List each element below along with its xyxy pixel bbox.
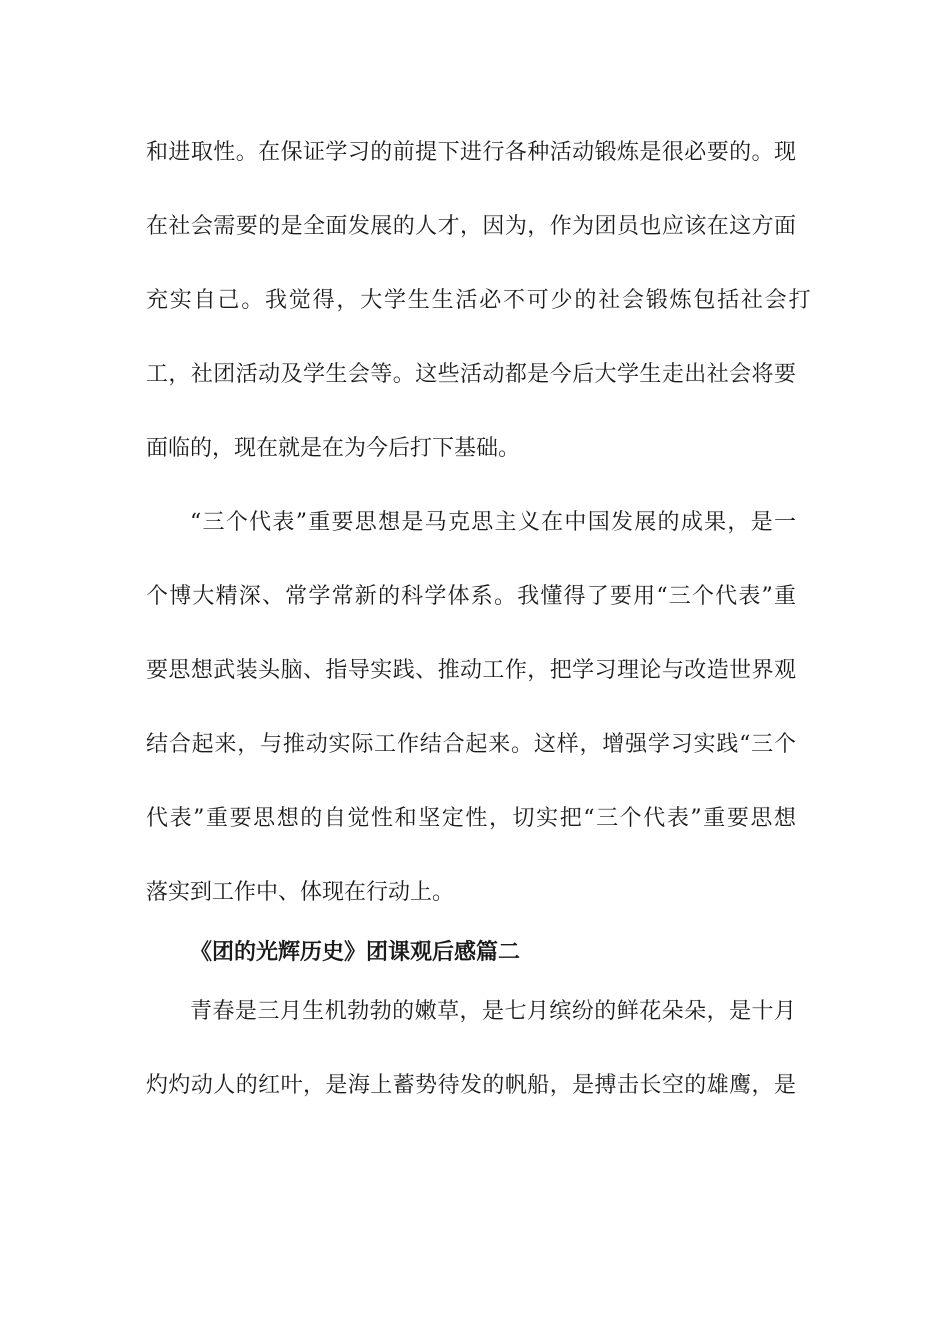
paragraph-2-line-5: 代表”重要思想的自觉性和坚定性，切实把“三个代表”重要思想: [146, 806, 796, 831]
paragraph-2-line-2: 个博大精深、常学常新的科学体系。我懂得了要用“三个代表”重: [146, 584, 796, 609]
paragraph-1-line-2: 在社会需要的是全面发展的人才，因为，作为团员也应该在这方面: [146, 214, 796, 239]
paragraph-2-line-3: 要思想武装头脑、指导实践、推动工作，把学习理论与改造世界观: [146, 658, 796, 683]
paragraph-3-line-2: 灼灼动人的红叶，是海上蓄势待发的帆船，是搏击长空的雄鹰，是: [146, 1073, 796, 1098]
section-heading: 《团的光辉历史》团课观后感篇二: [190, 939, 521, 965]
paragraph-2-line-1: “三个代表”重要思想是马克思主义在中国发展的成果，是一: [190, 510, 796, 535]
paragraph-1-line-4: 工，社团活动及学生会等。这些活动都是今后大学生走出社会将要: [146, 362, 796, 387]
paragraph-1-line-5: 面临的，现在就是在为今后打下基础。: [146, 436, 521, 461]
paragraph-2-line-6: 落实到工作中、体现在行动上。: [146, 880, 455, 905]
paragraph-1-line-3: 充实自己。我觉得，大学生生活必不可少的社会锻炼包括社会打: [146, 288, 813, 313]
paragraph-3-line-1: 青春是三月生机勃勃的嫩草，是七月缤纷的鲜花朵朵，是十月: [190, 999, 796, 1024]
paragraph-2-line-4: 结合起来，与推动实际工作结合起来。这样，增强学习实践“三个: [146, 732, 796, 757]
paragraph-1-line-1: 和进取性。在保证学习的前提下进行各种活动锻炼是很必要的。现: [146, 140, 796, 165]
